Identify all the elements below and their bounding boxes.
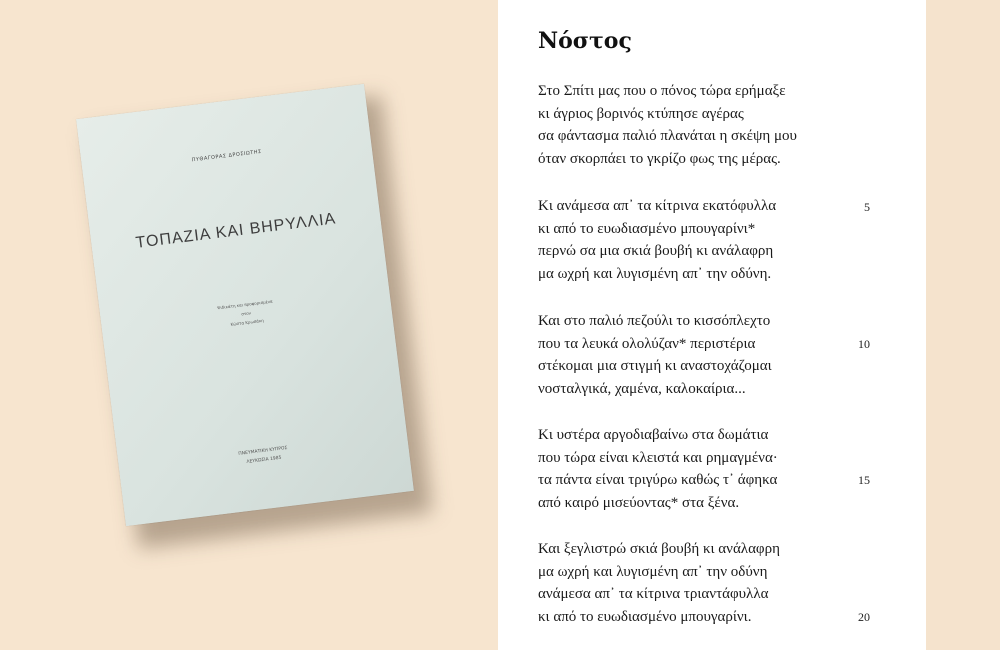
poem-line: Κι υστέρα αργοδιαβαίνω στα δωμάτια xyxy=(538,427,769,443)
stanza-1 xyxy=(538,80,797,170)
line-number: 10 xyxy=(858,337,870,351)
poem-line: μα ωχρή και λυγισμένη απ᾽ την οδύνη. xyxy=(538,265,772,282)
line-number: 5 xyxy=(864,200,870,214)
poem-line: κι από το ευωδιασμένο μπουγαρίνι. xyxy=(538,608,752,625)
stanza-4 xyxy=(538,424,778,514)
stanza-2 xyxy=(538,195,776,285)
poem-line: Και στο παλιό πεζούλι το κισσόπλεχτο xyxy=(538,313,771,329)
poem-line: ανάμεσα απ᾽ τα κίτρινα τριαντάφυλλα xyxy=(538,586,769,602)
book-author: ΠΥΘΑΓΟΡΑΣ ΔΡΟΣΙΩΤΗΣ xyxy=(191,148,263,164)
poem-line: Στο Σπίτι μας που ο πόνος τώρα ερήμαξε xyxy=(538,83,786,99)
line-number: 20 xyxy=(858,610,870,624)
poem-line: κι από το ευωδιασμένο μπουγαρίνι* xyxy=(538,220,756,237)
right-margin xyxy=(926,0,1000,650)
poem-line: περνώ σα μια σκιά βουβή κι ανάλαφρη xyxy=(538,243,774,259)
poem-line: Και ξεγλιστρώ σκιά βουβή κι ανάλαφρη xyxy=(538,541,780,557)
poem-line: που τα λευκά ολολύζαν* περιστέρια xyxy=(538,335,756,352)
book-publisher: ΠΝΕΥΜΑΤΙΚΗ ΚΥΠΡΟΣ ΛΕΥΚΩΣΙΑ 1985 xyxy=(238,445,288,465)
poem-line: στέκομαι μια στιγμή κι αναστοχάζομαι xyxy=(538,358,772,374)
stanza-3 xyxy=(538,310,772,400)
poem-line: από καιρό μισεύοντας* στα ξένα. xyxy=(538,494,740,511)
book-cover xyxy=(76,84,414,526)
poem-line: όταν σκορπάει το γκρίζο φως της μέρας. xyxy=(538,150,781,167)
poem-title: Νόστος xyxy=(538,28,632,54)
poem-line: που τώρα είναι κλειστά και ρημαγμένα· xyxy=(538,449,778,466)
poem-line: μα ωχρή και λυγισμένη απ᾽ την οδύνη xyxy=(538,563,768,580)
poem-line: τα πάντα είναι τριγύρω καθώς τ᾽ άφηκα xyxy=(538,472,778,488)
poem-line: νοσταλγικά, χαμένα, καλοκαίρια... xyxy=(538,380,746,397)
poem-line: σα φάντασμα παλιό πλανάται η σκέψη μου xyxy=(538,128,797,144)
line-number: 15 xyxy=(858,473,870,487)
stanza-5 xyxy=(538,538,780,628)
book-title: ΤΟΠΑΖΙΑ ΚΑΙ ΒΗΡΥΛΛΙΑ xyxy=(134,210,338,252)
poem-line: κι άγριος βορινός κτύπησε αγέρας xyxy=(538,105,744,122)
poem-line: Κι ανάμεσα απ᾽ τα κίτρινα εκατόφυλλα xyxy=(538,198,777,214)
book-dedication: Ψιδικάτη και προφορισμένα στον Κώστα Κρωσάκη xyxy=(217,298,273,327)
